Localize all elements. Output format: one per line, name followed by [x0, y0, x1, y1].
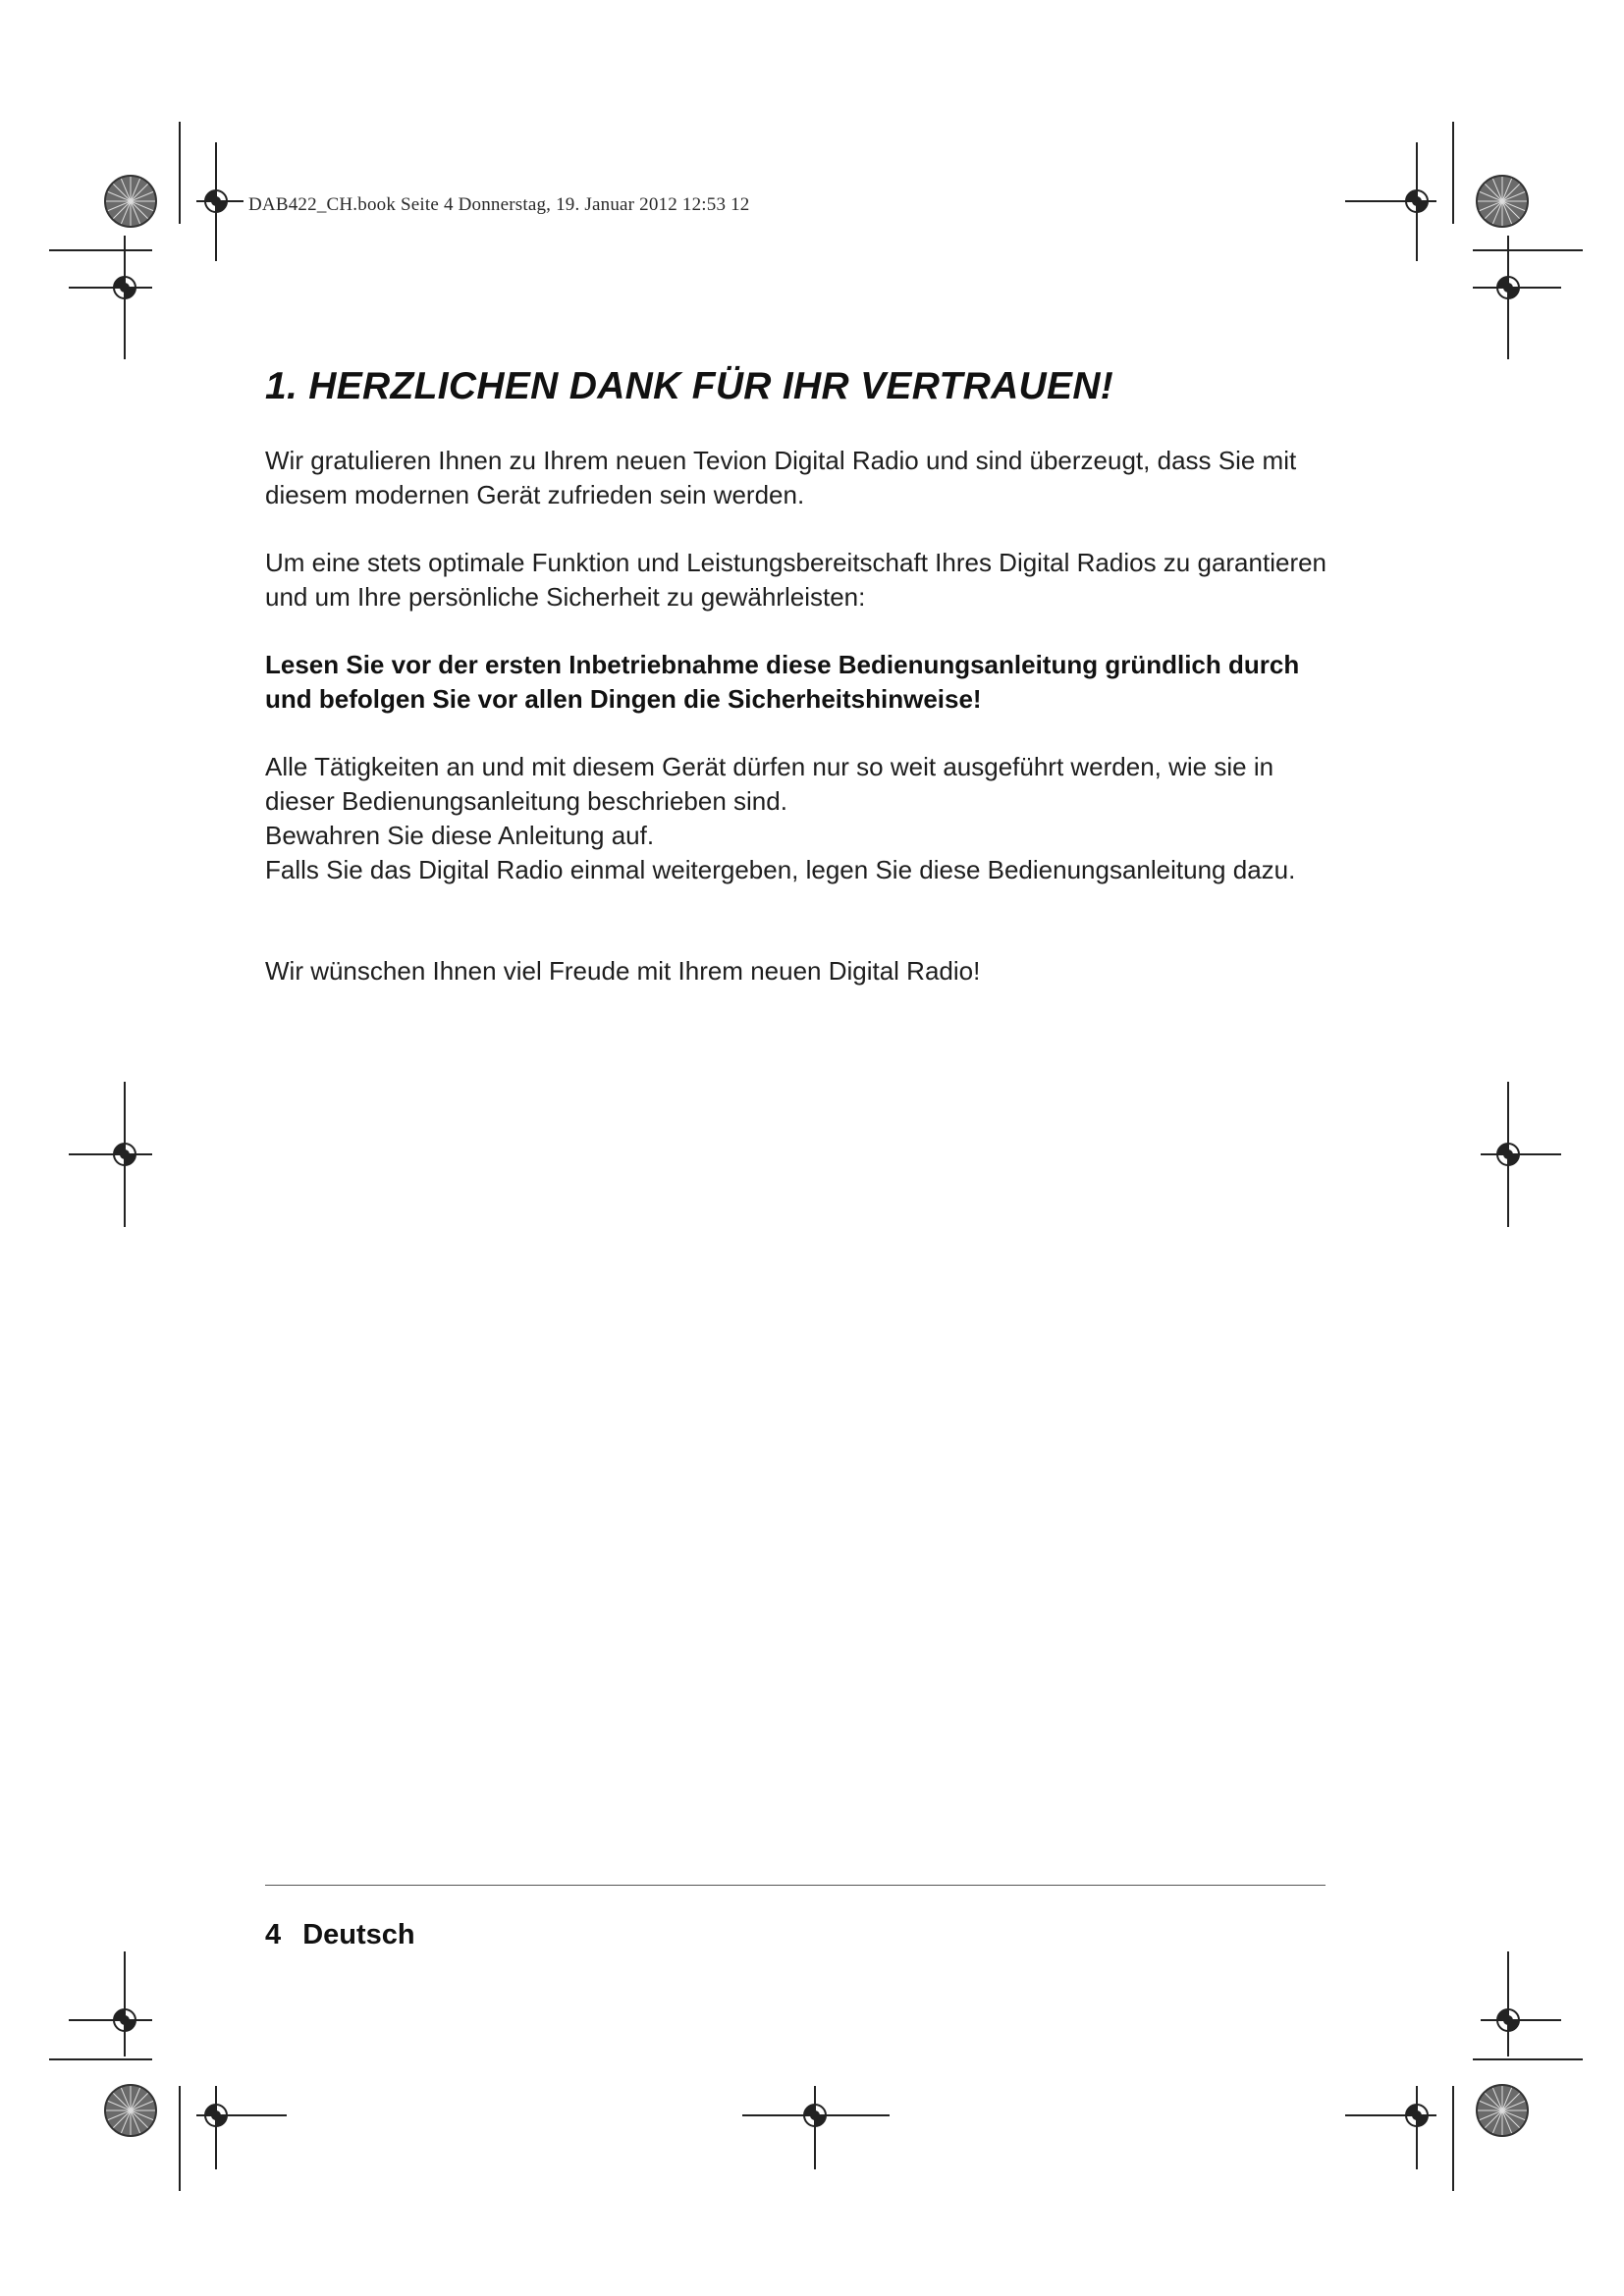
- paragraph-pass-on: Falls Sie das Digital Radio einmal weitergeben, legen Sie diese Bedienungsanleitung dazu.: [265, 855, 1296, 884]
- registration-mark: [205, 190, 227, 212]
- page-footer: [265, 1919, 415, 1951]
- paragraph-purpose: Um eine stets optimale Funktion und Leistungsbereitschaft Ihres Digital Radios zu garantieren und um Ihre persönliche Sicherheit zu gewährleisten:: [265, 548, 1327, 612]
- page-number: 4: [265, 1919, 282, 1950]
- paragraph-intro: Wir gratulieren Ihnen zu Ihrem neuen Tevion Digital Radio und sind überzeugt, dass Sie mit diesem modernen Gerät zufrieden sein werden.: [265, 446, 1297, 509]
- footer-language: Deutsch: [302, 1919, 415, 1950]
- paragraph-warning: Lesen Sie vor der ersten Inbetriebnahme diese Bedienungsanleitung gründlich durch und befolgen Sie vor allen Dingen die Sicherheitshinweise!: [265, 650, 1300, 714]
- registration-mark: [114, 1144, 135, 1165]
- document-body: [265, 365, 1335, 988]
- registration-mark: [114, 277, 135, 298]
- registration-mark: [114, 2009, 135, 2031]
- registration-mark: [205, 2105, 227, 2126]
- registration-wheel: [105, 176, 156, 227]
- paragraph-closing: Wir wünschen Ihnen viel Freude mit Ihrem neuen Digital Radio!: [265, 956, 981, 986]
- registration-mark: [1497, 277, 1519, 298]
- footer-divider: [265, 1885, 1326, 1886]
- print-slug: DAB422_CH.book Seite 4 Donnerstag, 19. Januar 2012 12:53 12: [248, 194, 750, 215]
- paragraph-keep: Bewahren Sie diese Anleitung auf.: [265, 821, 655, 850]
- paragraph-activities: Alle Tätigkeiten an und mit diesem Gerät dürfen nur so weit ausgeführt werden, wie sie in dieser Bedienungsanleitung beschrieben sind.: [265, 752, 1274, 816]
- registration-mark: [1497, 1144, 1519, 1165]
- registration-mark: [804, 2105, 826, 2126]
- registration-mark: [1497, 2009, 1519, 2031]
- page-title: 1. HERZLICHEN DANK FÜR IHR VERTRAUEN!: [265, 365, 1114, 407]
- registration-mark: [1406, 2105, 1428, 2126]
- spacer: [265, 887, 1335, 954]
- registration-wheel: [1477, 176, 1528, 227]
- registration-wheel: [1477, 2085, 1528, 2136]
- registration-wheel: [105, 2085, 156, 2136]
- registration-mark: [1406, 190, 1428, 212]
